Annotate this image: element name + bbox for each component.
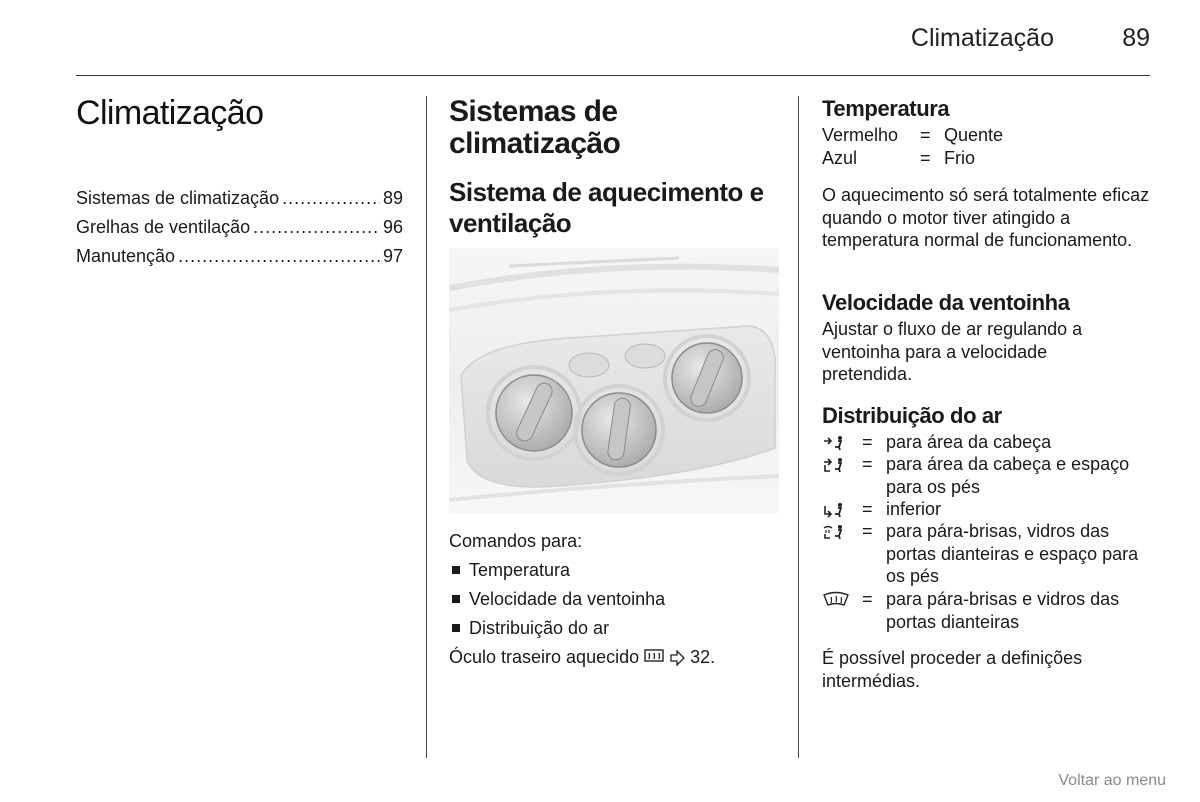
distribution-text: para área da cabeça e espaço para os pés [886,454,1130,497]
bullet-text: Distribuição do ar [469,618,610,638]
temperature-knob [488,367,580,459]
bullet-square-icon [452,624,460,632]
running-header-title: Climatização [910,24,1054,52]
distribution-item [822,453,1157,498]
head-airflow-icon [822,435,848,451]
chapter-title: Climatização [76,94,264,132]
control-panel-illustration [449,248,779,513]
fan-speed-text: Ajustar o fluxo de ar regulando a ventoinha para a velocidade pretendida. [822,319,1083,384]
distribution-item [822,520,1157,588]
toc-entry-label: Sistemas de climatização [76,188,280,208]
equals-sign: = [862,521,873,541]
toc-entry-label: Grelhas de ventilação [76,217,251,237]
bullet-item [449,560,570,581]
toc-leader-dots [253,217,380,238]
rear-window-text: Óculo traseiro aquecido [449,647,640,667]
column-divider [426,96,427,758]
toc-entry[interactable] [76,246,403,267]
head-and-feet-airflow-icon [822,457,848,473]
back-to-menu-link[interactable]: Voltar ao menu [1058,772,1166,789]
section-title: Sistemas de climatização [449,95,621,160]
rear-window-page-reference[interactable]: 32. [690,647,716,667]
bullet-square-icon [452,595,460,603]
temperature-row [822,124,1003,147]
windscreen-and-feet-airflow-icon [822,524,848,540]
temperature-row [822,147,975,170]
air-distribution-knob [665,336,749,420]
bullet-text: Velocidade da ventoinha [469,589,666,609]
toc-leader-dots [178,246,380,267]
temperature-value: Quente [944,125,1004,145]
windscreen-defrost-icon [822,591,850,609]
rear-window-heating-icon [644,648,664,666]
distribution-item [822,588,1157,633]
page-reference-arrow-icon[interactable] [669,650,685,666]
page-number: 89 [1122,24,1150,52]
equals-sign: = [920,148,931,168]
equals-sign: = [862,589,873,609]
toc-entry[interactable] [76,188,403,209]
equals-sign: = [862,454,873,474]
fan-speed-knob [575,386,663,474]
fan-speed-heading: Velocidade da ventoinha [822,290,1070,315]
bullet-text: Temperatura [469,560,571,580]
bullet-square-icon [452,566,460,574]
temperature-value: Frio [944,148,975,168]
bullet-item [449,618,609,639]
distribution-text: inferior [886,499,942,519]
bullet-item [449,589,665,610]
subsection-title: Sistema de aquecimento e ventilação [449,177,764,238]
toc-entry-page: 97 [382,246,403,266]
air-distribution-heading: Distribuição do ar [822,403,1002,428]
heating-note: O aquecimento só será totalmente eficaz quando o motor tiver atingido a temperatura normal de funcionamento. [822,185,1150,250]
equals-sign: = [862,499,873,519]
column-divider [798,96,799,758]
toc-entry[interactable] [76,217,403,238]
distribution-text: para área da cabeça [886,432,1052,452]
temperature-heading: Temperatura [822,96,950,121]
distribution-text: para pára-brisas, vidros das portas dianteiras e espaço para os pés [886,521,1139,586]
header-rule [76,75,1150,76]
toc-entry-page: 96 [382,217,403,237]
controls-intro: Comandos para: [449,531,583,551]
feet-airflow-icon [822,502,848,518]
toc-entry-label: Manutenção [76,246,176,266]
temperature-key: Azul [822,148,858,168]
temperature-key: Vermelho [822,125,899,145]
equals-sign: = [862,432,873,452]
toc-leader-dots [282,188,380,209]
equals-sign: = [920,125,931,145]
rear-window-line [449,647,715,668]
intermediate-settings-note: É possível proceder a definições intermédias. [822,648,1083,691]
toc-entry-page: 89 [382,188,403,208]
distribution-text: para pára-brisas e vidros das portas dianteiras [886,589,1120,632]
